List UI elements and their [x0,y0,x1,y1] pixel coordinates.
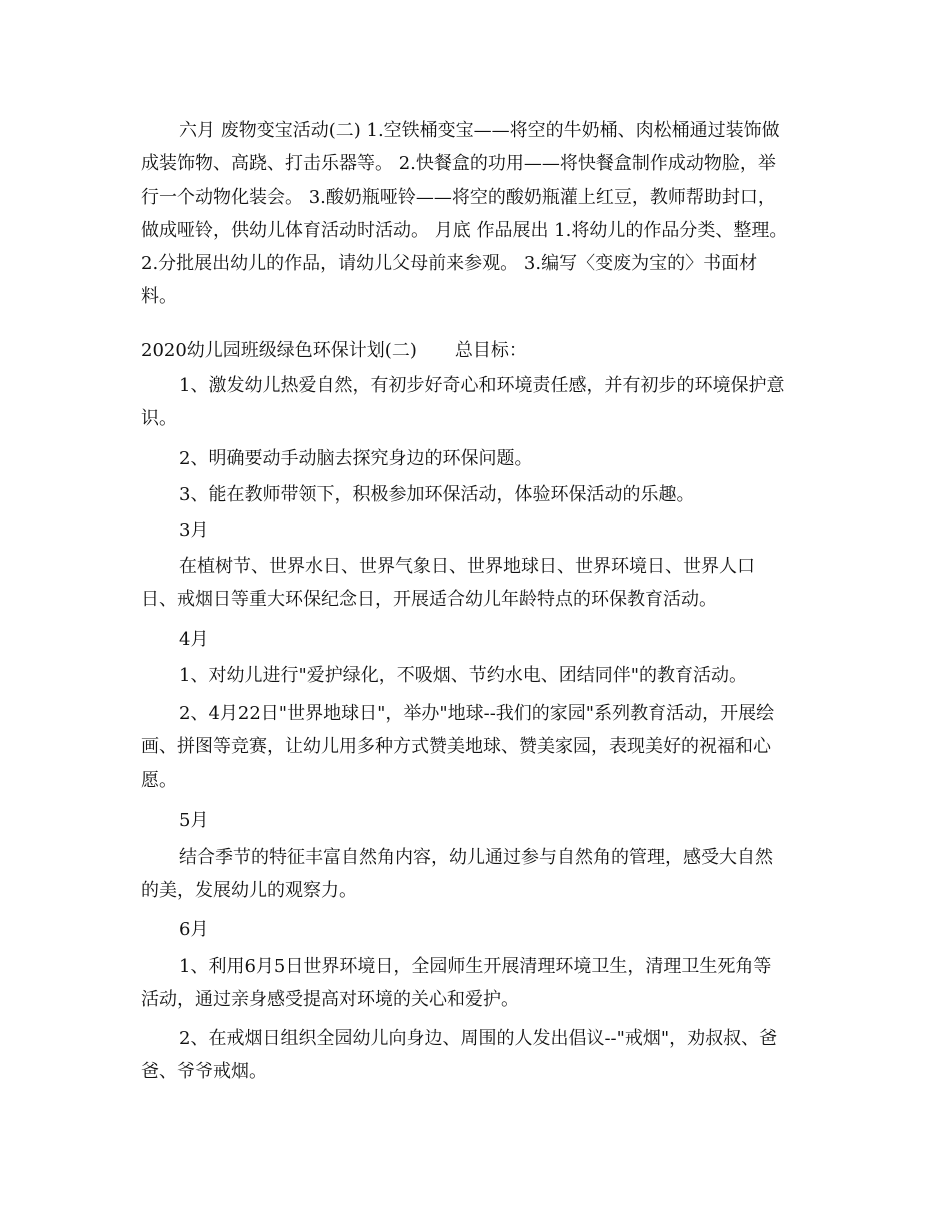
goal-1-line-1: 1、激发幼儿热爱自然，有初步好奇心和环境责任感，并有初步的环境保护意 [179,375,785,396]
intro-line-6: 料。 [141,286,177,308]
march-label: 3月 [179,520,209,541]
june-item-2 [141,1022,811,1089]
goal-1-line-2: 识。 [141,408,177,430]
plan-title: 2020幼儿园班级绿色环保计划(二) [141,340,417,361]
april-item-2-line-3: 愿。 [141,769,177,791]
month-april-label [141,623,811,656]
june-item-2-line-2: 爸、爷爷戒烟。 [141,1061,267,1083]
goal-2 [141,442,811,475]
intro-line-4: 做成哑铃，供幼儿体育活动时活动。 月底 作品展出 1.将幼儿的作品分类、整理。 [141,219,788,241]
june-label: 6月 [179,919,209,940]
april-item-2-line-2: 画、拼图等竞赛，让幼儿用多种方式赞美地球、赞美家园，表现美好的祝福和心 [141,736,771,758]
intro-line-2: 成装饰物、高跷、打击乐器等。 2.快餐盒的功用——将快餐盒制作成动物脸，举 [141,153,776,175]
month-june-label [141,913,811,946]
april-label: 4月 [179,629,209,650]
goal-3-line: 3、能在教师带领下，积极参加环保活动，体验环保活动的乐趣。 [179,484,695,505]
goal-2-line: 2、明确要动手动脑去探究身边的环保问题。 [179,448,533,469]
plan-subtitle: 总目标： [454,340,527,361]
goal-3 [141,478,811,511]
may-line-2: 的美，发展幼儿的观察力。 [141,880,357,902]
may-line-1: 结合季节的特征丰富自然角内容，幼儿通过参与自然角的管理，感受大自然 [179,847,773,868]
intro-line-5: 2.分批展出幼儿的作品，请幼儿父母前来参观。 3.编写〈变废为宝的〉书面材 [141,253,758,275]
goals-section [141,369,811,436]
may-paragraph [141,841,811,908]
june-item-1 [141,950,811,1017]
intro-line-3: 行一个动物化装会。 3.酸奶瓶哑铃——将空的酸奶瓶灌上红豆，教师帮助封口， [141,186,776,208]
plan-heading [141,334,527,367]
march-line-2: 日、戒烟日等重大环保纪念日，开展适合幼儿年龄特点的环保教育活动。 [141,589,717,611]
april-item-1-line: 1、对幼儿进行"爱护绿化，不吸烟、节约水电、团结同伴"的教育活动。 [179,665,748,686]
june-item-2-line-1: 2、在戒烟日组织全园幼儿向身边、周围的人发出倡议--"戒烟"，劝叔叔、爸 [179,1028,778,1049]
june-item-1-line-2: 活动，通过亲身感受提高对环境的关心和爱护。 [141,989,519,1011]
april-item-2 [141,697,811,797]
march-paragraph [141,550,811,617]
intro-paragraph [141,114,811,314]
month-may-label [141,804,811,837]
may-label: 5月 [179,810,209,831]
june-item-1-line-1: 1、利用6月5日世界环境日，全园师生开展清理环境卫生，清理卫生死角等 [179,956,772,977]
april-item-2-line-1: 2、4月22日"世界地球日"，举办"地球--我们的家园"系列教育活动，开展绘 [179,703,775,724]
april-item-1 [141,659,811,692]
intro-line-1: 六月 废物变宝活动(二) 1.空铁桶变宝——将空的牛奶桶、肉松桶通过装饰做 [179,120,780,141]
month-march-label [141,514,811,547]
march-line-1: 在植树节、世界水日、世界气象日、世界地球日、世界环境日、世界人口 [179,556,755,577]
